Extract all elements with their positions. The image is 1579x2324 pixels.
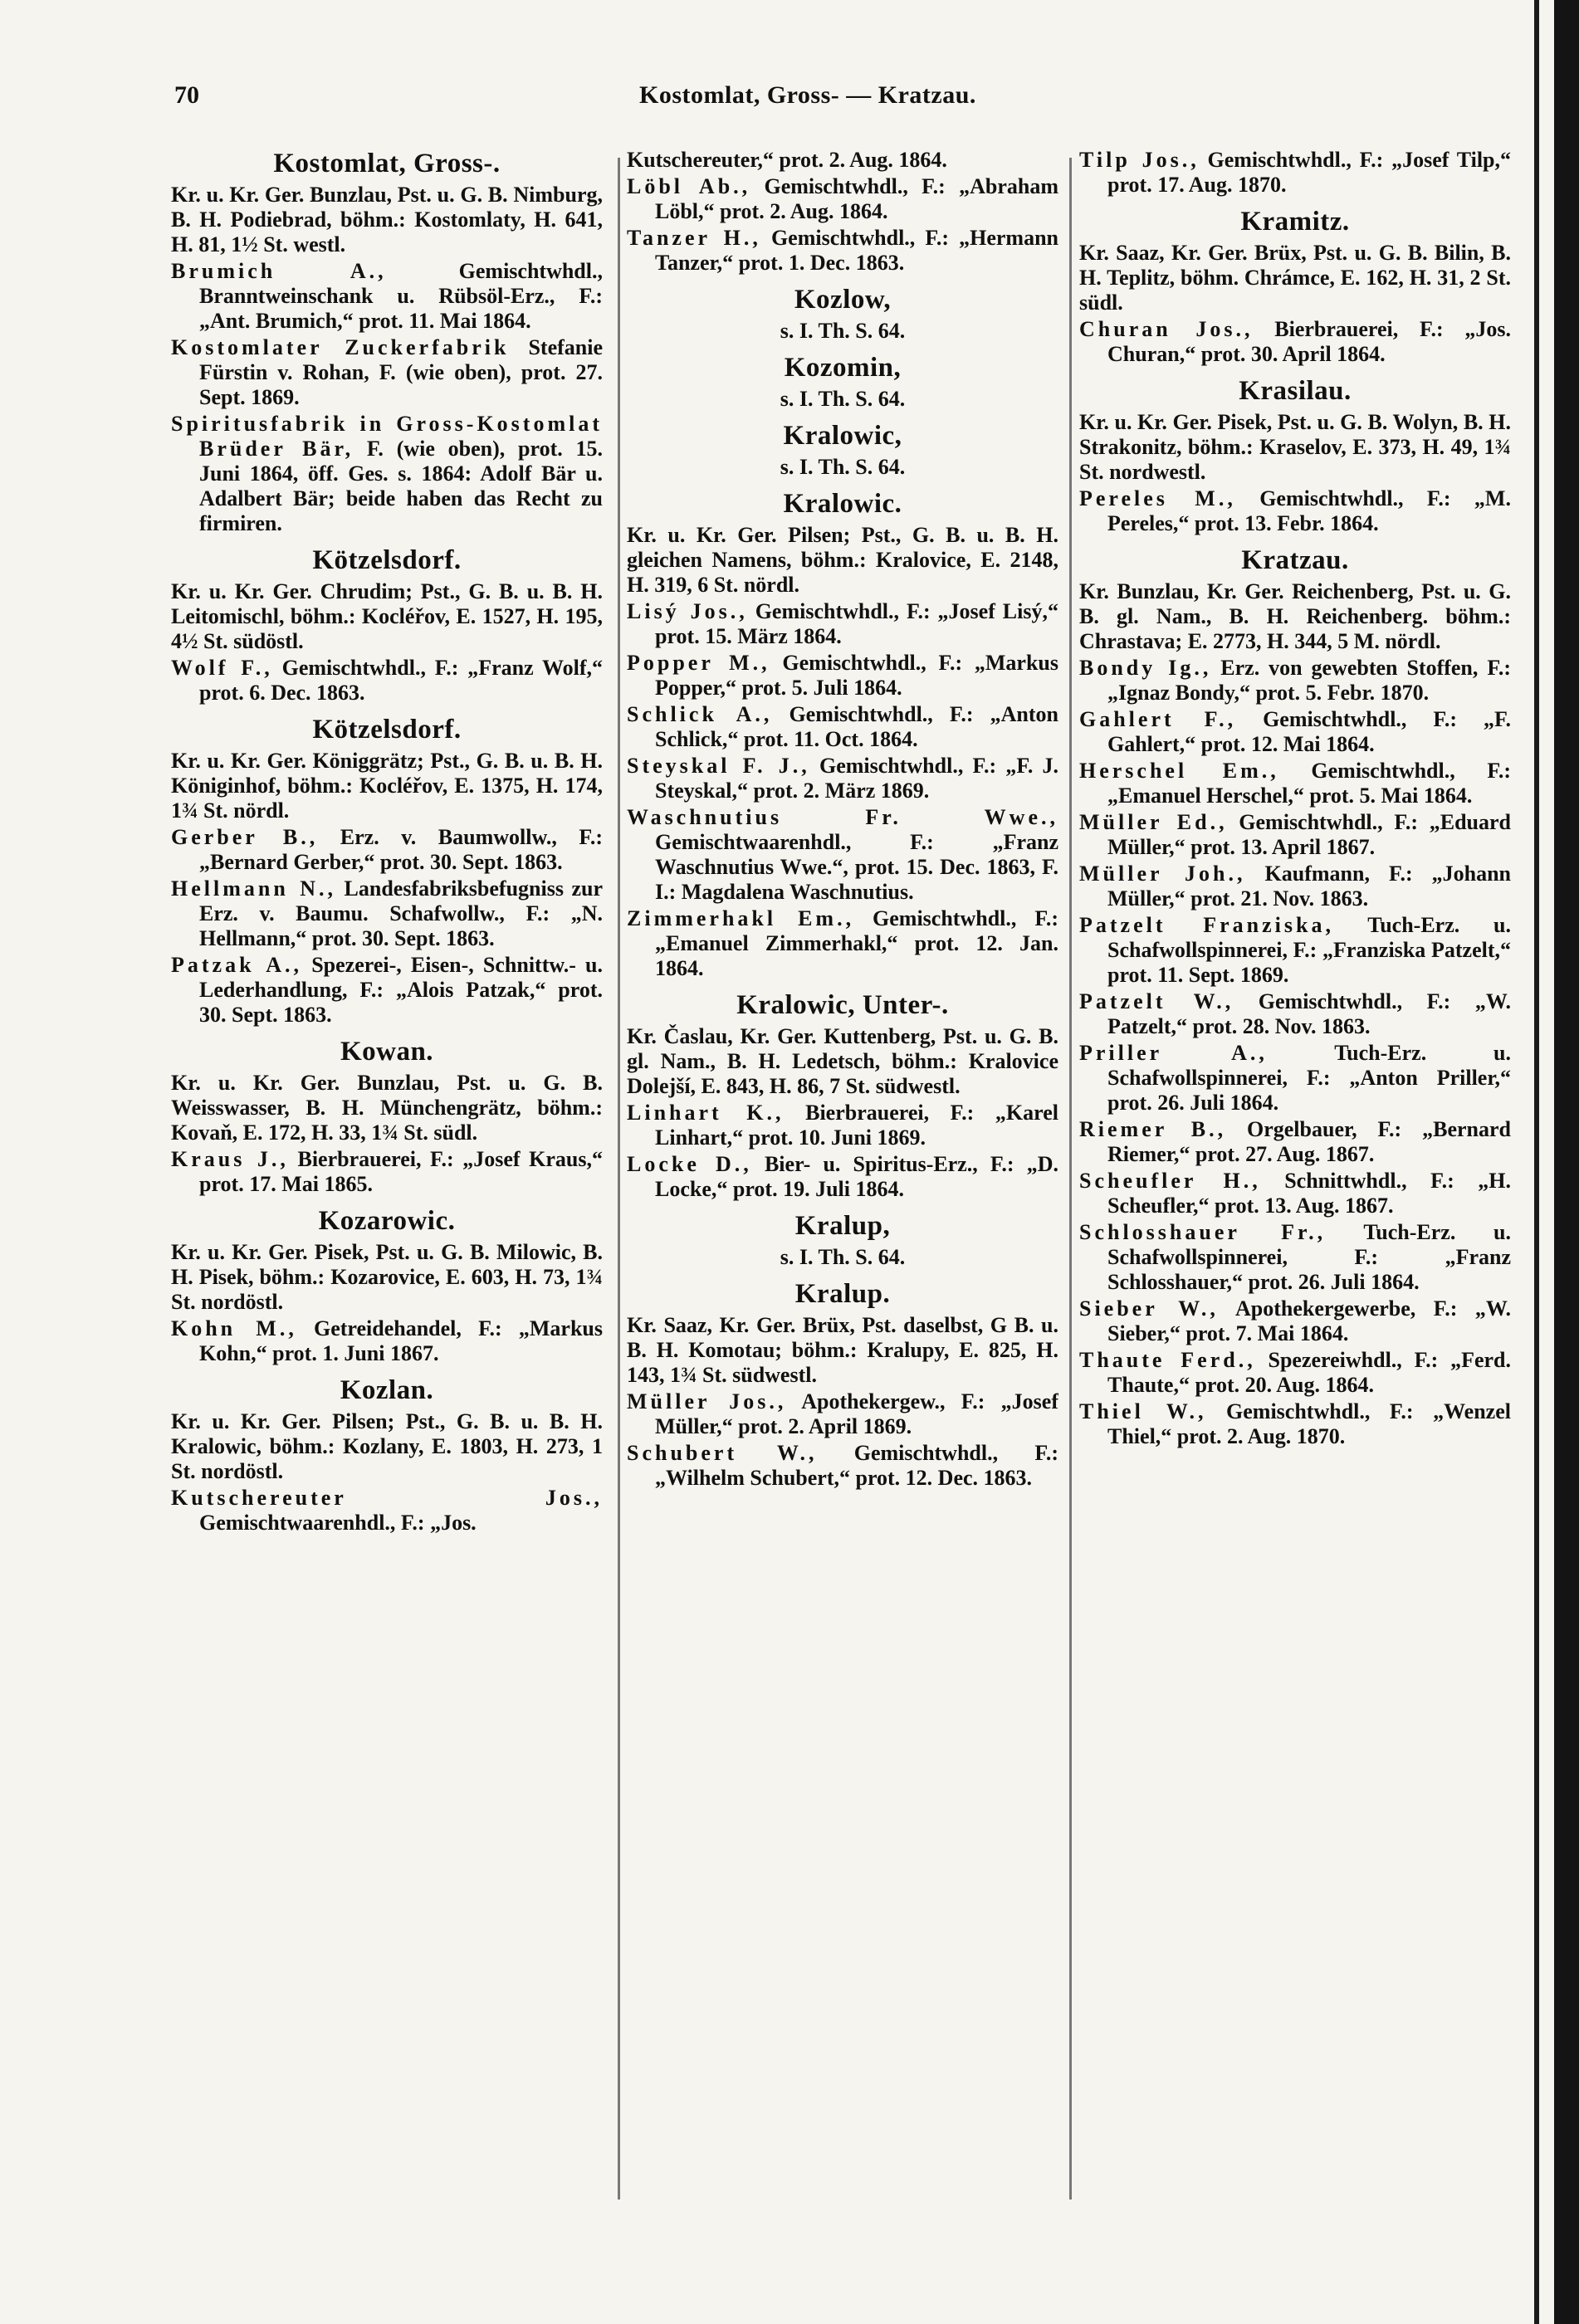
entry-details: Gemischtwhdl., F.: „Hermann Tanzer,“ prot. 1. Dec. 1863. xyxy=(655,226,1058,275)
entry-details: Getreidehandel, F.: „Markus Kohn,“ prot. 1. Juni 1867. xyxy=(199,1316,603,1365)
entry-name: Kutschereuter Jos., xyxy=(171,1486,603,1510)
directory-entry xyxy=(627,1101,1058,1150)
entry-details: Gemischtwhdl., F.: „Emanuel Herschel,“ prot. 5. Mai 1864. xyxy=(1107,759,1511,808)
entry-name: Priller A., xyxy=(1079,1041,1268,1065)
entry-name: Zimmerhakl Em., xyxy=(627,906,855,930)
entry-name: Scheufler H., xyxy=(1079,1169,1261,1193)
directory-entry xyxy=(627,754,1058,803)
entry-details: F. (wie oben), prot. 15. Juni 1864, öff. Ges. s. 1864: Adolf Bär u. Adalbert Bär; beide haben das Recht zu firmiren. xyxy=(199,437,603,535)
directory-entry xyxy=(1079,1399,1511,1449)
place-description: Kr. u. Kr. Ger. Bunzlau, Pst. u. G. B. Nimburg, B. H. Podiebrad, böhm.: Kostomlaty, H. 641, H. 81, 1½ St. westl. xyxy=(171,183,603,256)
entry-name: Hellmann N., xyxy=(171,876,337,901)
entry-name: Spiritusfabrik in Gross-Kostomlat Brüder Bär, xyxy=(171,412,603,461)
column-divider xyxy=(618,158,620,2200)
directory-entry xyxy=(171,335,603,410)
entry-details: Gemischtwhdl., F.: „Emanuel Zimmerhakl,“ prot. 12. Jan. 1864. xyxy=(655,906,1058,980)
entry-name: Tilp Jos., xyxy=(1079,148,1200,172)
directory-entry xyxy=(627,906,1058,981)
place-description: Kr. u. Kr. Ger. Bunzlau, Pst. u. G. B. Weisswasser, B. H. Münchengrätz, böhm.: Kovaň, E. 172, H. 33, 1¾ St. südl. xyxy=(171,1071,603,1145)
place-description: Kr. Bunzlau, Kr. Ger. Reichenberg, Pst. u. G. B. gl. Nam., B. H. Reichenberg. böhm.: Chrastava; E. 2773, H. 344, 5 M. nördl. xyxy=(1079,579,1511,653)
directory-entry xyxy=(1079,989,1511,1039)
directory-entry xyxy=(1079,913,1511,988)
entry-details: Apothekergewerbe, F.: „W. Sieber,“ prot. 7. Mai 1864. xyxy=(1107,1296,1511,1345)
entry-name: Müller Joh., xyxy=(1079,862,1246,886)
entry-details: Apothekergew., F.: „Josef Müller,“ prot. 2. April 1869. xyxy=(655,1389,1058,1438)
place-heading: Kratzau. xyxy=(1241,545,1349,575)
directory-entry xyxy=(171,259,603,334)
directory-entry xyxy=(171,1486,603,1536)
place-heading: Kozomin, xyxy=(784,353,902,383)
directory-entry xyxy=(1079,759,1511,808)
directory-entry xyxy=(171,412,603,536)
entry-name: Churan Jos., xyxy=(1079,317,1254,341)
place-heading: Krasilau. xyxy=(1239,376,1352,406)
entry-details: Gemischtwhdl., F.: „Anton Schlick,“ prot. 11. Oct. 1864. xyxy=(655,702,1058,751)
entry-name: Thiel W., xyxy=(1079,1399,1207,1423)
directory-entry xyxy=(1079,1041,1511,1116)
entry-details: Schnittwhdl., F.: „H. Scheufler,“ prot. 13. Aug. 1867. xyxy=(1107,1169,1511,1218)
entry-details: Gemischtwhdl., F.: „Franz Wolf,“ prot. 6. Dec. 1863. xyxy=(199,656,603,705)
entry-details: Gemischtwhdl., F.: „Josef Lisý,“ prot. 15. März 1864. xyxy=(655,599,1058,648)
entry-details: Kaufmann, F.: „Johann Müller,“ prot. 21. Nov. 1863. xyxy=(1107,862,1511,911)
entry-details: Gemischtwhdl., F.: „Wenzel Thiel,“ prot. 2. Aug. 1870. xyxy=(1107,1399,1511,1448)
place-heading: Kralup. xyxy=(794,1279,891,1309)
entry-details: Spezereiwhdl., F.: „Ferd. Thaute,“ prot. 20. Aug. 1864. xyxy=(1107,1348,1511,1397)
place-description: Kr. u. Kr. Ger. Chrudim; Pst., G. B. u. B. H. Leitomischl, böhm.: Kocléřov, E. 1527, H. 195, 4½ St. südöstl. xyxy=(171,579,603,653)
page-edge-shadow xyxy=(1554,0,1579,2324)
entry-details: Bierbrauerei, F.: „Josef Kraus,“ prot. 17. Mai 1865. xyxy=(199,1147,603,1196)
column-divider xyxy=(1069,158,1072,2200)
entry-details: Gemischtwhdl., F.: „Eduard Müller,“ prot. 13. April 1867. xyxy=(1107,810,1511,859)
page-number: 70 xyxy=(174,81,199,109)
entry-name: Tanzer H., xyxy=(627,226,761,250)
entry-name: Müller Jos., xyxy=(627,1389,787,1413)
entry-details: Gemischtwhdl., F.: „Josef Tilp,“ prot. 17. Aug. 1870. xyxy=(1107,148,1511,197)
entry-name: Brumich A., xyxy=(171,259,387,283)
place-description: Kr. u. Kr. Ger. Pilsen; Pst., G. B. u. B. H. gleichen Namens, böhm.: Kralovice, E. 2148, H. 319, 6 St. nördl. xyxy=(627,523,1058,597)
cross-reference: s. I. Th. S. 64. xyxy=(780,387,906,411)
directory-entry xyxy=(1079,810,1511,860)
entry-name: Patzak A., xyxy=(171,953,303,977)
entry-name: Schlosshauer Fr., xyxy=(1079,1220,1327,1244)
place-description: Kr. Saaz, Kr. Ger. Brüx, Pst. u. G. B. Bilin, B. H. Teplitz, böhm. Chrámce, E. 162, H. 31, 2 St. südl. xyxy=(1079,241,1511,315)
entry-name: Schlick A., xyxy=(627,702,773,726)
place-heading: Kralowic. xyxy=(783,489,902,519)
entry-name: Lisý Jos., xyxy=(627,599,748,623)
directory-entry xyxy=(1079,1220,1511,1295)
entry-name: Patzelt Franziska, xyxy=(1079,913,1334,937)
entry-name: Linhart K., xyxy=(627,1101,785,1125)
entry-name: Steyskal F. J., xyxy=(627,754,810,778)
directory-entry xyxy=(1079,656,1511,706)
column-2 xyxy=(627,148,1058,2198)
entry-name: Gahlert F., xyxy=(1079,707,1237,731)
directory-entry xyxy=(627,1441,1058,1491)
entry-details: Stefanie Fürstin v. Rohan, F. (wie oben), prot. 27. Sept. 1869. xyxy=(199,335,603,409)
page-edge-line xyxy=(1534,0,1539,2324)
entry-details: Tuch-Erz. u. Schafwollspinnerei, F.: „Franziska Patzelt,“ prot. 11. Sept. 1869. xyxy=(1107,913,1511,987)
column-1 xyxy=(171,148,603,2198)
directory-entry xyxy=(171,1316,603,1366)
entry-details: Gemischtwhdl., F.: „Abraham Löbl,“ prot. 2. Aug. 1864. xyxy=(655,174,1058,223)
place-heading: Kostomlat, Gross-. xyxy=(273,149,501,178)
place-heading: Kozlow, xyxy=(794,285,892,315)
cross-reference: s. I. Th. S. 64. xyxy=(780,1245,906,1269)
entry-name: Herschel Em., xyxy=(1079,759,1279,783)
place-description: Kr. u. Kr. Ger. Pisek, Pst. u. G. B. Wolyn, B. H. Strakonitz, böhm.: Kraselov, E. 373, H. 49, 1¾ St. nordwestl. xyxy=(1079,410,1511,484)
directory-entry xyxy=(1079,1348,1511,1398)
directory-entry xyxy=(171,953,603,1028)
place-heading: Kozarowic. xyxy=(318,1206,456,1236)
directory-entry xyxy=(627,1152,1058,1202)
directory-entry xyxy=(1079,486,1511,536)
entry-name: Kostomlater Zuckerfabrik xyxy=(171,335,510,359)
directory-entry xyxy=(627,174,1058,224)
place-description: Kr. u. Kr. Ger. Königgrätz; Pst., G. B. u. B. H. Königinhof, böhm.: Kocléřov, E. 1375, H. 174, 1¾ St. nördl. xyxy=(171,749,603,823)
directory-entry xyxy=(171,876,603,951)
directory-entry xyxy=(1079,317,1511,367)
entry-details: Erz. von gewebten Stoffen, F.: „Ignaz Bondy,“ prot. 5. Febr. 1870. xyxy=(1107,656,1511,705)
directory-entry xyxy=(1079,707,1511,757)
place-description: Kutschereuter,“ prot. 2. Aug. 1864. xyxy=(627,148,947,172)
entry-name: Waschnutius Fr. Wwe., xyxy=(627,805,1058,829)
entry-details: Spezerei-, Eisen-, Schnittw.- u. Lederhandlung, F.: „Alois Patzak,“ prot. 30. Sept. 1863. xyxy=(199,953,603,1027)
place-heading: Kowan. xyxy=(340,1037,434,1067)
directory-entry xyxy=(1079,1117,1511,1167)
entry-details: Landesfabriksbefugniss zur Erz. v. Baumu. Schafwollw., F.: „N. Hellmann,“ prot. 30. Sept. 1863. xyxy=(199,876,603,950)
place-heading: Kralup, xyxy=(794,1211,891,1241)
entry-details: Gemischtwhdl., F.: „F. Gahlert,“ prot. 12. Mai 1864. xyxy=(1107,707,1511,756)
entry-name: Wolf F., xyxy=(171,656,273,680)
place-description: Kr. Časlau, Kr. Ger. Kuttenberg, Pst. u. G. B. gl. Nam., B. H. Ledetsch, böhm.: Kralovice Dolejší, E. 843, H. 86, 7 St. südwestl. xyxy=(627,1024,1058,1098)
directory-entry xyxy=(1079,862,1511,911)
entry-name: Sieber W., xyxy=(1079,1296,1219,1321)
directory-entry xyxy=(627,651,1058,701)
entry-details: Gemischtwhdl., F.: „W. Patzelt,“ prot. 28. Nov. 1863. xyxy=(1107,989,1511,1038)
column-3 xyxy=(1079,148,1511,2198)
entry-name: Kohn M., xyxy=(171,1316,297,1340)
directory-entry xyxy=(627,226,1058,276)
directory-entry xyxy=(1079,1169,1511,1218)
entry-name: Bondy Ig., xyxy=(1079,656,1212,680)
entry-name: Müller Ed., xyxy=(1079,810,1228,834)
directory-entry xyxy=(1079,1296,1511,1346)
place-heading: Kötzelsdorf. xyxy=(312,545,462,575)
entry-details: Orgelbauer, F.: „Bernard Riemer,“ prot. 27. Aug. 1867. xyxy=(1107,1117,1511,1166)
directory-entry xyxy=(1079,148,1511,198)
place-heading: Kralowic, Unter-. xyxy=(736,990,949,1020)
place-description: Kr. u. Kr. Ger. Pilsen; Pst., G. B. u. B. H. Kralowic, böhm.: Kozlany, E. 1803, H. 273, 1 St. nordöstl. xyxy=(171,1409,603,1483)
cross-reference: s. I. Th. S. 64. xyxy=(780,455,906,479)
place-description: Kr. u. Kr. Ger. Pisek, Pst. u. G. B. Milowic, B. H. Pisek, böhm.: Kozarovice, E. 603, H. 73, 1¾ St. nordöstl. xyxy=(171,1240,603,1314)
entry-details: Bierbrauerei, F.: „Karel Linhart,“ prot. 10. Juni 1869. xyxy=(655,1101,1058,1150)
entry-name: Löbl Ab., xyxy=(627,174,751,198)
entry-name: Popper M., xyxy=(627,651,770,675)
directory-entry xyxy=(171,1147,603,1197)
place-heading: Kralowic, xyxy=(783,421,902,451)
entry-details: Gemischtwhdl., F.: „Markus Popper,“ prot. 5. Juli 1864. xyxy=(655,651,1058,700)
entry-details: Bierbrauerei, F.: „Jos. Churan,“ prot. 30. April 1864. xyxy=(1107,317,1511,366)
entry-name: Thaute Ferd., xyxy=(1079,1348,1256,1372)
entry-name: Schubert W., xyxy=(627,1441,818,1465)
directory-entry xyxy=(627,599,1058,649)
place-heading: Kozlan. xyxy=(340,1375,434,1405)
entry-name: Riemer B., xyxy=(1079,1117,1227,1141)
place-heading: Kötzelsdorf. xyxy=(312,715,462,745)
running-header xyxy=(174,81,1386,131)
entry-details: Gemischtwhdl., Branntweinschank u. Rübsöl-Erz., F.: „Ant. Brumich,“ prot. 11. Mai 1864. xyxy=(199,259,603,333)
directory-entry xyxy=(627,805,1058,905)
entry-details: Gemischtwaarenhdl., F.: „Jos. xyxy=(199,1511,477,1535)
place-heading: Kramitz. xyxy=(1240,207,1350,237)
entry-name: Pereles M., xyxy=(1079,486,1236,510)
entry-name: Kraus J., xyxy=(171,1147,289,1171)
entry-details: Gemischtwhdl., F.: „M. Pereles,“ prot. 13. Febr. 1864. xyxy=(1107,486,1511,535)
cross-reference: s. I. Th. S. 64. xyxy=(780,319,906,343)
entry-details: Gemischtwhdl., F.: „Wilhelm Schubert,“ prot. 12. Dec. 1863. xyxy=(655,1441,1058,1490)
entry-details: Bier- u. Spiritus-Erz., F.: „D. Locke,“ prot. 19. Juli 1864. xyxy=(655,1152,1058,1201)
directory-entry xyxy=(171,656,603,706)
entry-name: Gerber B., xyxy=(171,825,319,849)
entry-name: Patzelt W., xyxy=(1079,989,1234,1013)
entry-details: Tuch-Erz. u. Schafwollspinnerei, F.: „Franz Schlosshauer,“ prot. 26. Juli 1864. xyxy=(1107,1220,1511,1294)
entry-name: Locke D., xyxy=(627,1152,752,1176)
directory-entry xyxy=(627,1389,1058,1439)
entry-details: Tuch-Erz. u. Schafwollspinnerei, F.: „Anton Priller,“ prot. 26. Juli 1864. xyxy=(1107,1041,1511,1115)
entry-details: Erz. v. Baumwollw., F.: „Bernard Gerber,“ prot. 30. Sept. 1863. xyxy=(199,825,603,874)
directory-entry xyxy=(171,825,603,875)
running-title: Kostomlat, Gross- — Kratzau. xyxy=(639,81,976,109)
place-description: Kr. Saaz, Kr. Ger. Brüx, Pst. daselbst, G B. u. B. H. Komotau; böhm.: Kralupy, E. 825, H. 143, 1¾ St. südwestl. xyxy=(627,1313,1058,1387)
directory-entry xyxy=(627,702,1058,752)
entry-details: Gemischtwaarenhdl., F.: „Franz Waschnutius Wwe.“, prot. 15. Dec. 1863, F. I.: Magdalena Waschnutius. xyxy=(655,830,1058,904)
entry-details: Gemischtwhdl., F.: „F. J. Steyskal,“ prot. 2. März 1869. xyxy=(655,754,1058,803)
